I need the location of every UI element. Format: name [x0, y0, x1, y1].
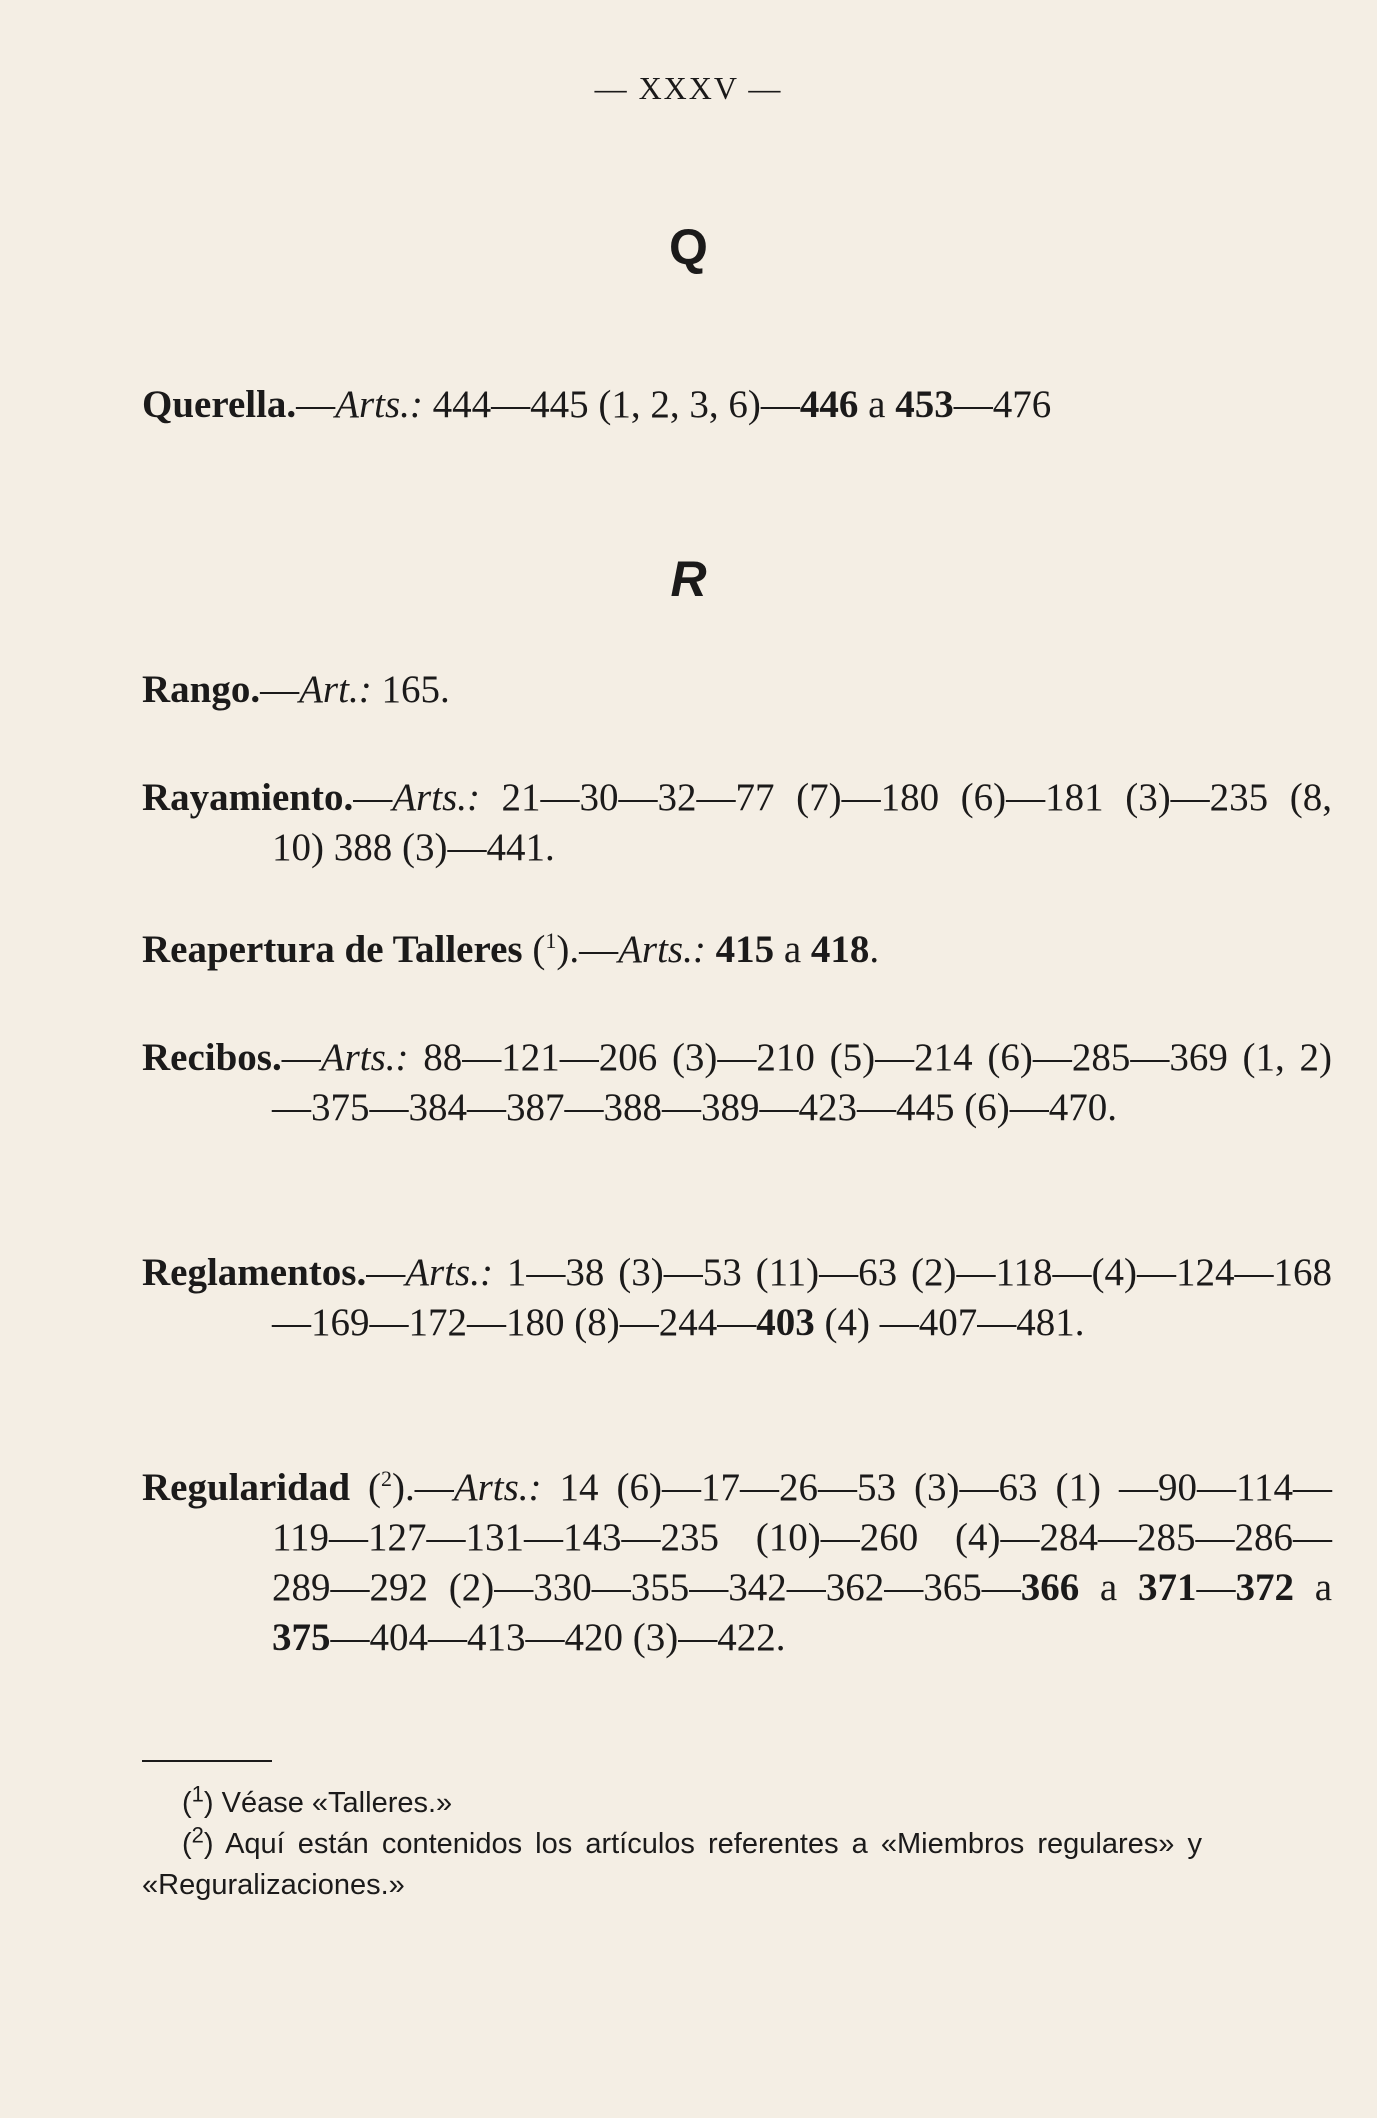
- entry-term: Regularidad: [142, 1466, 351, 1509]
- entry-refs: 21—30—32—77 (7)—180 (6)—181 (3)—235 (8, 10) 388 (3)—441.: [272, 776, 1332, 869]
- entry-refs: 14 (6)—17—26—53 (3)—63 (1) —90—114—119—127—131—143—235 (10)—260 (4)—284—285—286—289—292 (2)—330—355—342—362—365—: [272, 1466, 1332, 1609]
- entry-term: Rango.: [142, 668, 261, 711]
- entry-refs-bold: 403: [756, 1301, 815, 1344]
- index-entry-rayamiento: Rayamiento.—Arts.: 21—30—32—77 (7)—180 (6)—181 (3)—235 (8, 10) 388 (3)—441.: [142, 776, 1332, 869]
- entry-term: Reglamentos.: [142, 1251, 367, 1294]
- index-entry-reapertura: Reapertura de Talleres ($^1$).—Arts.: 415 a 418.: [142, 928, 880, 971]
- entry-refs: —: [1196, 1566, 1236, 1609]
- entry-refs: a: [774, 928, 811, 971]
- entry-refs: 165.: [371, 668, 450, 711]
- footnote-ref: 1: [545, 928, 557, 953]
- footnote-ref: 2: [381, 1466, 393, 1491]
- entry-refs: (4) —407—481.: [814, 1301, 1085, 1344]
- entry-refs: —404—413—420 (3)—422.: [330, 1616, 786, 1659]
- entry-term: Rayamiento.: [142, 776, 354, 819]
- page-number: — XXXV —: [594, 70, 783, 106]
- entry-refs: a: [858, 383, 896, 426]
- entry-label: Arts.:: [335, 383, 423, 426]
- entry-term: Querella.: [142, 383, 297, 426]
- footnote-mark: 2: [191, 1822, 204, 1848]
- entry-refs: .: [869, 928, 880, 971]
- entry-term: Recibos.: [142, 1036, 282, 1079]
- footnote-divider: [142, 1760, 272, 1762]
- entry-refs: 88—121—206 (3)—210 (5)—214 (6)—285—369 (1, 2)—375—384—387—388—389—423—445 (6)—470.: [272, 1036, 1332, 1129]
- section-heading-q: Q: [669, 219, 708, 275]
- footnote-1: ($^1$) Véase «Talleres.»: [182, 1781, 453, 1819]
- entry-refs: —476: [953, 383, 1052, 426]
- index-entry-rango: Rango.—Art.: 165.: [142, 668, 450, 711]
- entry-label: Arts.:: [453, 1466, 542, 1509]
- entry-label: Arts.:: [405, 1251, 493, 1294]
- entry-refs: 1—38 (3)—53 (11)—63 (2)—118—(4)—124—168—169—172—180 (8)—244—: [272, 1251, 1332, 1344]
- entry-refs: a: [1079, 1566, 1138, 1609]
- entry-label: Arts.:: [618, 928, 706, 971]
- index-entry-regularidad: Regularidad ($^2$).—Arts.: 14 (6)—17—26—53 (3)—63 (1) —90—114—119—127—131—143—235 (10)—260 (4)—284—285—286—289—292 (2)—330—355—342—362—365—366 a 371—372 a 375—404—413—420 (3)—422.: [142, 1466, 1333, 1659]
- index-entry-reglamentos: Reglamentos.—Arts.: 1—38 (3)—53 (11)—63 (2)—118—(4)—124—168—169—172—180 (8)—244—403 (4) —407—481.: [142, 1251, 1332, 1344]
- footnote-text: Aquí están contenidos los artículos referentes a «Miembros regulares» y «Reguralizaciones.»: [142, 1828, 1202, 1901]
- footnote-mark: 1: [191, 1781, 204, 1807]
- entry-refs-bold: 372: [1235, 1566, 1294, 1609]
- entry-refs-bold: 446: [799, 383, 859, 426]
- entry-term: Reapertura de Talleres: [142, 928, 523, 971]
- index-entry-recibos: Recibos.—Arts.: 88—121—206 (3)—210 (5)—214 (6)—285—369 (1, 2)—375—384—387—388—389—423—445 (6)—470.: [142, 1036, 1332, 1129]
- footnote-2: ($^2$) Aquí están contenidos los artículos referentes a «Miembros regulares» y «Reguralizaciones.»: [142, 1822, 1202, 1901]
- footnote-text: Véase «Talleres.»: [221, 1787, 453, 1819]
- entry-refs: 444—445 (1, 2, 3, 6)—: [422, 383, 800, 426]
- index-entry-querella: Querella.—Arts.: 444—445 (1, 2, 3, 6)—446 a 453—476: [142, 383, 1052, 426]
- section-heading-r: R: [670, 551, 707, 607]
- entry-refs-bold: 415: [715, 928, 775, 971]
- entry-refs-bold: 453: [895, 383, 954, 426]
- entry-refs: a: [1293, 1566, 1333, 1609]
- entry-refs-bold: 375: [272, 1616, 331, 1659]
- entry-refs-bold: 366: [1020, 1566, 1080, 1609]
- entry-label: Art.:: [299, 668, 372, 711]
- entry-label: Arts.:: [320, 1036, 409, 1079]
- entry-label: Arts.:: [392, 776, 480, 819]
- entry-refs-bold: 418: [810, 928, 870, 971]
- entry-refs-bold: 371: [1137, 1566, 1197, 1609]
